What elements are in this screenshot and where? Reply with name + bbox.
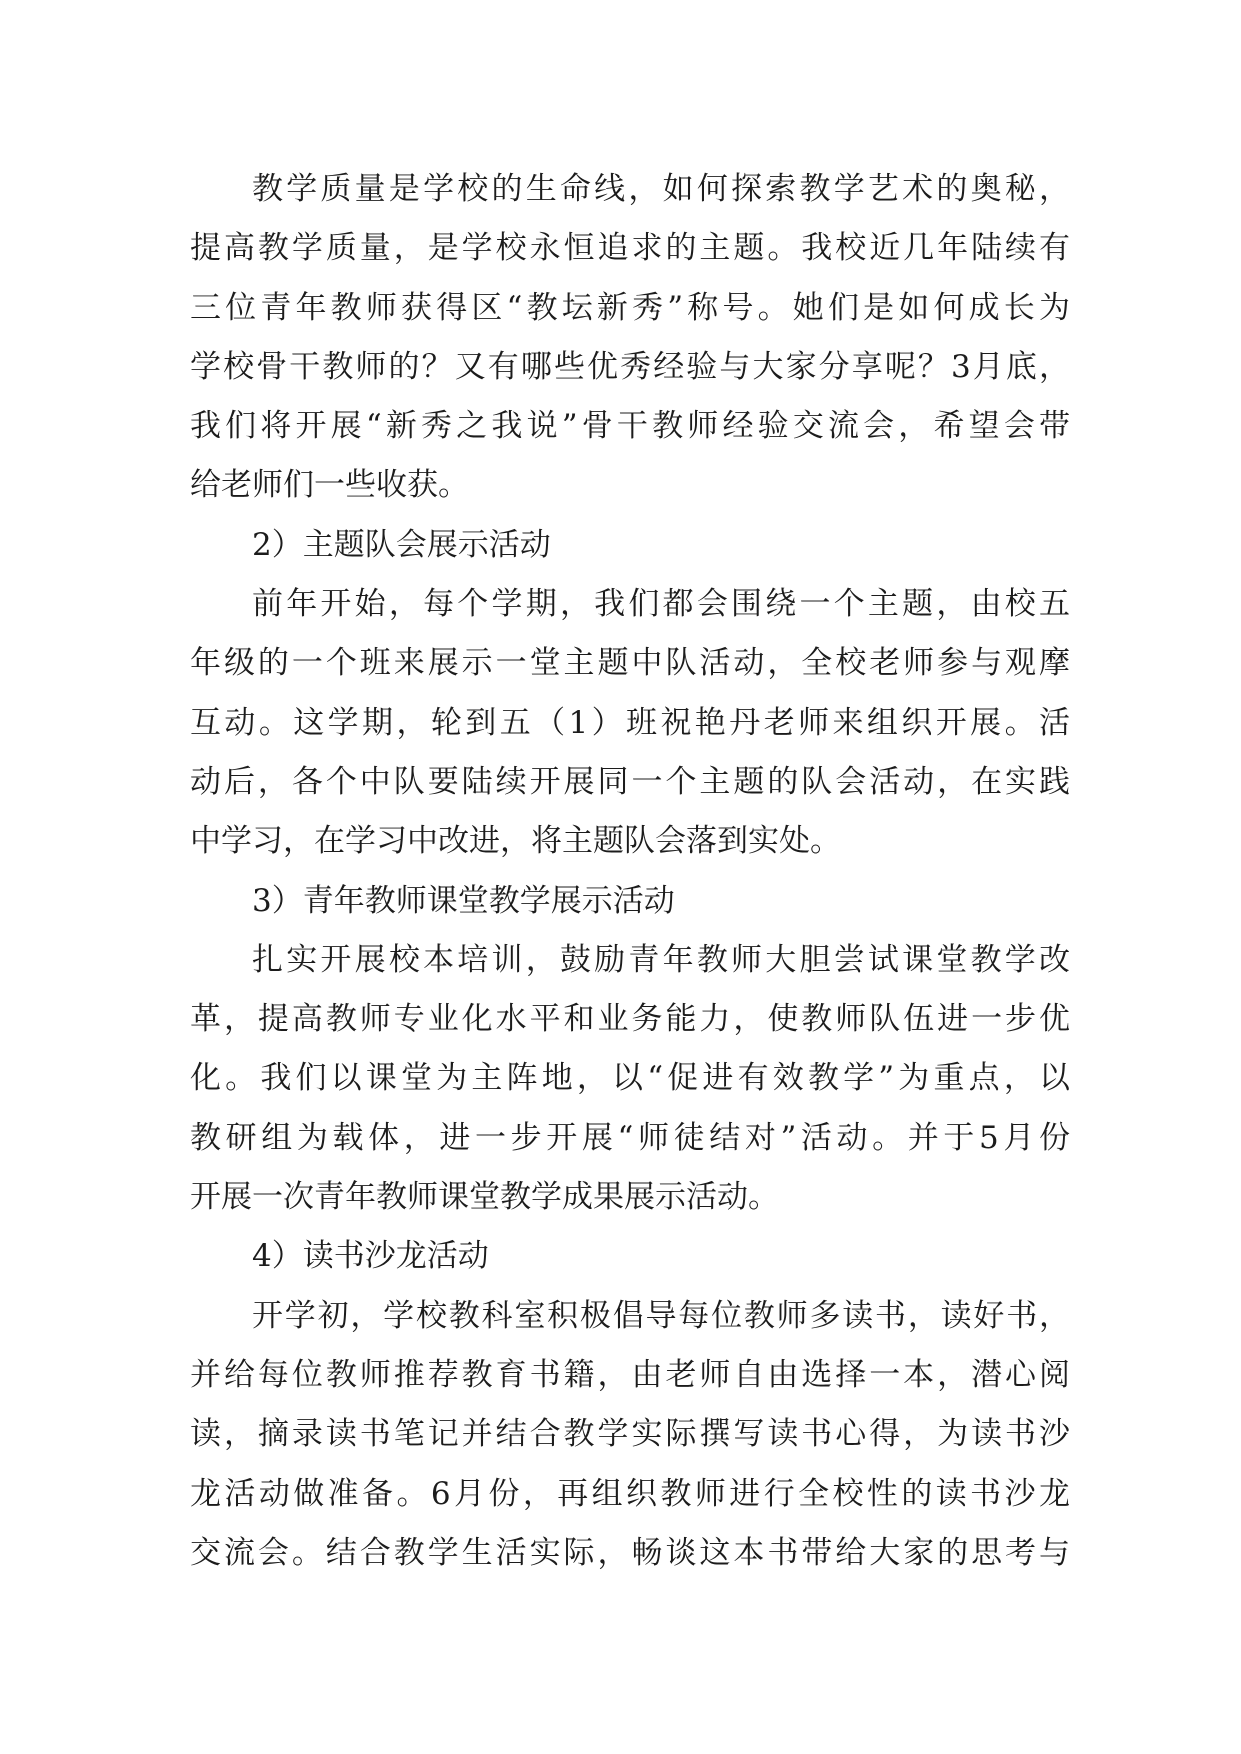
text-line: 开展一次青年教师课堂教学成果展示活动。 bbox=[190, 1179, 779, 1216]
text-line: 我们将开展“新秀之我说”骨干教师经验交流会，希望会带 bbox=[190, 408, 1070, 445]
text-line: 前年开始，每个学期，我们都会围绕一个主题，由校五 bbox=[252, 586, 1070, 623]
text-line: 读，摘录读书笔记并结合教学实际撰写读书心得，为读书沙 bbox=[190, 1416, 1070, 1453]
document-body bbox=[190, 160, 1070, 1583]
text-line: 教学质量是学校的生命线，如何探索教学艺术的奥秘， bbox=[252, 171, 1070, 207]
text-line: 4）读书沙龙活动 bbox=[252, 1238, 489, 1275]
text-line: 中学习，在学习中改进，将主题队会落到实处。 bbox=[190, 823, 841, 860]
text-line: 龙活动做准备。6月份，再组织教师进行全校性的读书沙龙 bbox=[190, 1475, 1070, 1512]
text-line: 3）青年教师课堂教学展示活动 bbox=[252, 882, 675, 919]
text-line: 学校骨干教师的？又有哪些优秀经验与大家分享呢？3月底， bbox=[190, 348, 1070, 385]
text-line: 革，提高教师专业化水平和业务能力，使教师队伍进一步优 bbox=[190, 1001, 1070, 1038]
text-line: 动后，各个中队要陆续开展同一个主题的队会活动，在实践 bbox=[190, 763, 1070, 800]
text-line: 三位青年教师获得区“教坛新秀”称号。她们是如何成长为 bbox=[190, 289, 1070, 326]
text-line: 互动。这学期，轮到五（1）班祝艳丹老师来组织开展。活 bbox=[190, 704, 1070, 741]
text-line: 化。我们以课堂为主阵地，以“促进有效教学”为重点，以 bbox=[190, 1060, 1070, 1097]
text-line: 交流会。结合教学生活实际，畅谈这本书带给大家的思考与 bbox=[190, 1534, 1070, 1571]
text-line: 2）主题队会展示活动 bbox=[252, 526, 551, 563]
text-line: 年级的一个班来展示一堂主题中队活动，全校老师参与观摩 bbox=[190, 645, 1070, 682]
text-line: 教研组为载体，进一步开展“师徒结对”活动。并于5月份 bbox=[190, 1119, 1070, 1156]
text-line: 扎实开展校本培训，鼓励青年教师大胆尝试课堂教学改 bbox=[252, 941, 1070, 978]
text-line: 提高教学质量，是学校永恒追求的主题。我校近几年陆续有 bbox=[190, 230, 1070, 267]
text-line: 开学初，学校教科室积极倡导每位教师多读书，读好书， bbox=[252, 1297, 1070, 1334]
text-line: 给老师们一些收获。 bbox=[190, 467, 469, 504]
text-line: 并给每位教师推荐教育书籍，由老师自由选择一本，潜心阅 bbox=[190, 1356, 1070, 1393]
